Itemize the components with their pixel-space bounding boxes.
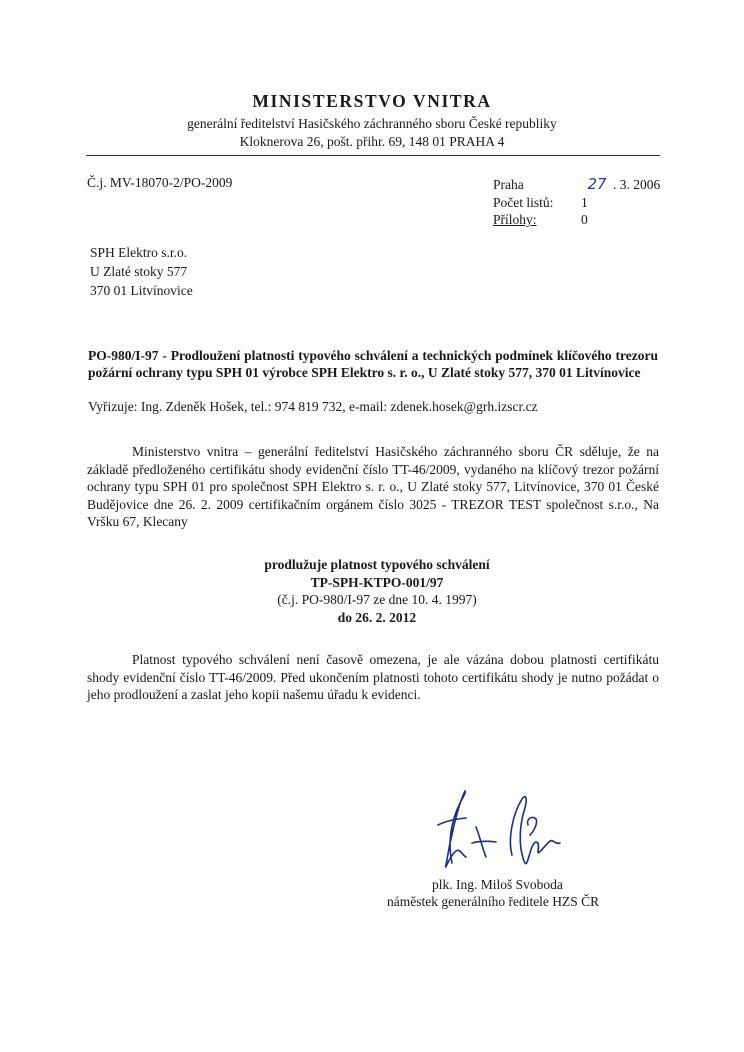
approval-reference: (č.j. PO-980/I-97 ze dne 10. 4. 1997) <box>277 592 477 607</box>
subject-line: PO-980/I-97 - Prodloužení platnosti typového schválení a technických podmínek klíčového trezoru požární ochrany typu SPH 01 výrobce SPH Elektro s. r. o., U Zlaté stoky 577, 370 01 Litvínovice <box>88 348 658 380</box>
ministry-subtitle: generální ředitelství Hasičského záchranného sboru České republiky <box>187 116 557 131</box>
handwritten-day: 27 <box>587 175 607 193</box>
attachments-label: Přílohy: <box>493 212 537 227</box>
body-paragraph-1: Ministerstvo vnitra – generální ředitelství Hasičského záchranného sboru ČR sděluje, že na základě předloženého certifikátu shody evidenční číslo TT-46/2009, vydaného na klíčový trezor požární ochrany typu SPH 01 pro společnost SPH Elektro s. r. o., U Zlaté stoky 577, Litvínovice, 370 01 České Budějovice dne 26. 2. 2009 certifikačním orgánem číslo 3025 - TREZOR TEST společnost s.r.o., Na Vršku 67, Klecany <box>87 444 659 529</box>
body-paragraph-2: Platnost typového schválení není časově omezena, je ale vázána dobou platnosti certifikátu shody evidenční číslo TT-46/2009. Před ukončením platnosti tohoto certifikátu shody je nutno požádat o jeho prodloužení a zaslat jeho kopii našemu úřadu k evidenci. <box>87 652 659 702</box>
extension-block <box>140 556 614 626</box>
handwritten-signature <box>400 785 570 875</box>
ministry-address: Kloknerova 26, pošt. přihr. 69, 148 01 PRAHA 4 <box>239 134 505 149</box>
pages-value: 1 <box>581 194 588 210</box>
date-rest: . 3. 2006 <box>613 177 661 192</box>
attachments-value: 0 <box>581 212 588 227</box>
place-label: Praha <box>493 177 524 192</box>
reference-number: Č.j. MV-18070-2/PO-2009 <box>87 175 233 190</box>
handler-line: Vyřizuje: Ing. Zdeněk Hošek, tel.: 974 819 732, e-mail: zdenek.hosek@grh.izscr.cz <box>88 399 538 414</box>
recipient-name: SPH Elektro s.r.o. <box>90 245 188 260</box>
recipient-city: 370 01 Litvínovice <box>90 283 193 298</box>
document-meta <box>493 176 660 229</box>
attachments-row <box>493 211 660 229</box>
ministry-title: MINISTERSTVO VNITRA <box>252 91 492 111</box>
validity-date: do 26. 2. 2012 <box>337 609 417 625</box>
pages-label: Počet listů: <box>493 194 554 210</box>
header-divider <box>86 155 660 156</box>
signer-title: náměstek generálního ředitele HZS ČR <box>387 894 600 909</box>
recipient-address <box>90 243 193 300</box>
extension-statement: prodlužuje platnost typového schválení <box>264 557 490 572</box>
approval-code: TP-SPH-KTPO-001/97 <box>310 574 444 590</box>
pages-row <box>493 194 660 212</box>
recipient-street: U Zlaté stoky 577 <box>90 264 188 279</box>
date-row <box>493 176 660 194</box>
signer-name: plk. Ing. Miloš Svoboda <box>432 877 563 892</box>
